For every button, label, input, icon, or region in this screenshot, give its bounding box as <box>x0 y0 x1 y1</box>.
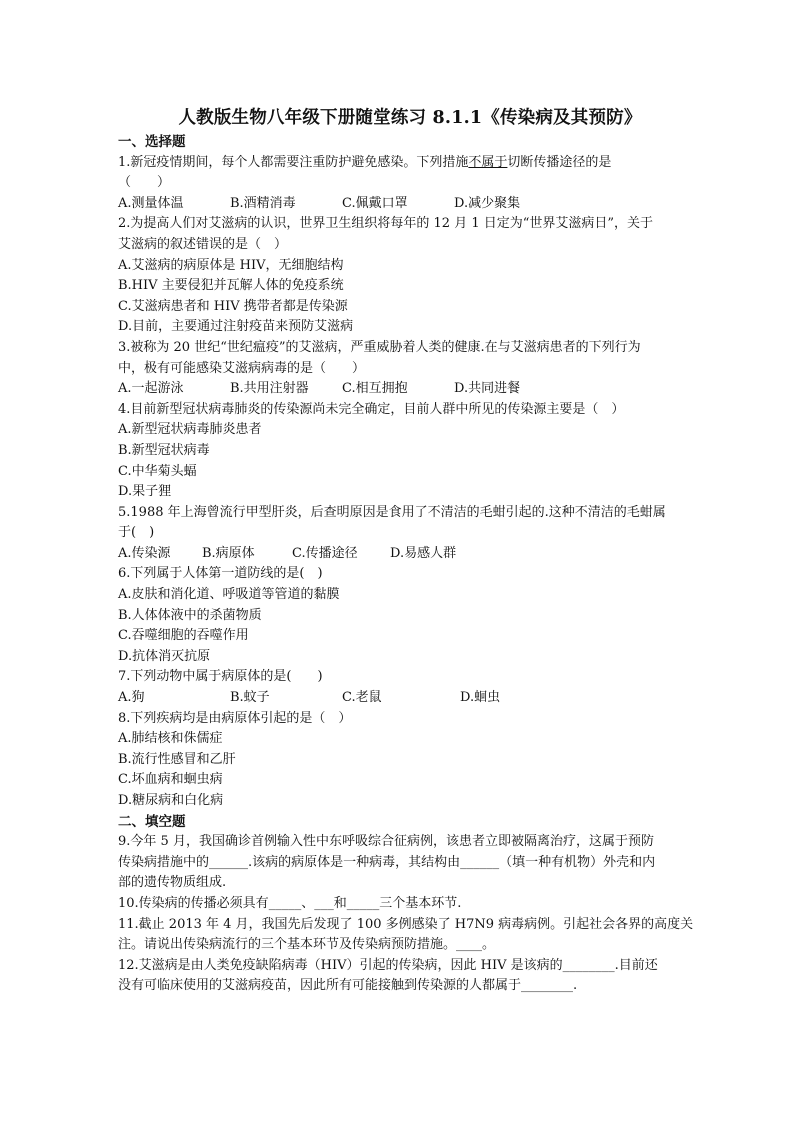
q8-option-a: A.肺结核和侏儒症 <box>118 731 223 747</box>
q8-option-b: B.流行性感冒和乙肝 <box>118 751 236 767</box>
question-12-line-1 <box>118 956 702 977</box>
q1-text-underlined: 不属于 <box>468 154 508 170</box>
q10-text-b: 和 <box>333 895 347 911</box>
q11-text-a: 注。请说出传染病流行的三个基本环节及传染病预防措施。 <box>118 937 457 953</box>
q12-blank-1: ________ <box>562 957 615 973</box>
q2-option-a: A.艾滋病的病原体是 HIV，无细胞结构 <box>118 257 344 273</box>
q4-option-a: A.新型冠状病毒肺炎患者 <box>118 422 262 438</box>
question-8: 8.下列疾病均是由病原体引起的是（ ） <box>118 710 352 726</box>
question-1 <box>118 153 702 174</box>
q7-option-d: D.蛔虫 <box>460 690 501 706</box>
question-9-line-2 <box>118 853 702 874</box>
q3-option-a: A.一起游泳 <box>118 381 184 397</box>
question-5-line-1: 5.1988 年上海曾流行甲型肝炎，后查明原因是食用了不清洁的毛蚶引起的.这种不清洁的毛蚶属 <box>118 504 666 520</box>
q10-separator: 、 <box>301 895 315 911</box>
q8-option-d: D.糖尿病和白化病 <box>118 793 224 808</box>
q4-option-b: B.新型冠状病毒 <box>118 442 210 458</box>
q1-option-b: B.酒精消毒 <box>230 195 296 211</box>
q9-blank-2: ______ <box>460 854 500 870</box>
q3-option-b: B.共用注射器 <box>230 381 309 397</box>
question-2-line-2: 艾滋病的叙述错误的是（ ） <box>118 236 288 252</box>
q9-blank-1: ______ <box>209 854 249 870</box>
question-11-line-1: 11.截止 2013 年 4 月，我国先后发现了 100 多例感染了 H7N9 病毒病例。引起社会各界的高度关 <box>118 916 694 932</box>
q1-option-c: C.佩戴口罩 <box>342 195 408 211</box>
q1-option-d: D.减少聚集 <box>454 195 521 211</box>
q3-option-d: D.共同进餐 <box>454 381 521 397</box>
q7-option-b: B.蚊子 <box>230 690 270 706</box>
question-4: 4.目前新型冠状病毒肺炎的传染源尚未完全确定，目前人群中所见的传染源主要是（ ） <box>118 401 625 417</box>
q12-blank-2: ________ <box>521 978 574 994</box>
q7-option-c: C.老鼠 <box>342 690 382 706</box>
q3-option-c: C.相互拥抱 <box>342 381 408 397</box>
q10-text-a: 10.传染病的传播必须具有 <box>118 895 269 911</box>
q1-text-post: 切断传播途径的是 <box>507 154 612 170</box>
question-3-line-2: 中，极有可能感染艾滋病病毒的是（ ） <box>118 360 366 376</box>
q10-blank-1: _____ <box>268 895 302 911</box>
question-6: 6.下列属于人体第一道防线的是( ) <box>118 566 323 582</box>
q1-text-pre: 1.新冠疫情期间，每个人都需要注重防护避免感染。下列措施 <box>118 154 469 170</box>
document-title: 人教版生物八年级下册随堂练习 8.1.1《传染病及其预防》 <box>178 108 642 128</box>
q11-text-b: 。 <box>482 937 496 953</box>
question-5-line-2: 于( ) <box>118 525 155 541</box>
q5-option-b: B.病原体 <box>202 545 255 561</box>
q12-text-d: . <box>573 978 578 994</box>
worksheet <box>118 104 702 997</box>
q4-option-d: D.果子狸 <box>118 484 172 500</box>
q2-option-d: D.目前，主要通过注射疫苗来预防艾滋病 <box>118 319 354 335</box>
q11-blank: ____ <box>456 937 483 953</box>
q7-option-a: A.狗 <box>118 690 145 706</box>
q12-text-c: 没有可临床使用的艾滋病疫苗，因此所有可能接触到传染源的人都属于 <box>118 978 522 994</box>
q6-option-d: D.抗体消灭抗原 <box>118 648 211 664</box>
question-9-line-1: 9.今年 5 月，我国确诊首例输入性中东呼吸综合征病例，该患者立即被隔离治疗，这属于预防 <box>118 834 654 850</box>
section-heading-choice: 一、选择题 <box>118 134 186 150</box>
q10-blank-2: ___ <box>314 895 334 911</box>
q5-option-a: A.传染源 <box>118 545 171 561</box>
question-9-line-3: 部的遗传物质组成. <box>118 875 227 891</box>
question-10 <box>118 894 702 915</box>
question-12-line-2 <box>118 976 702 997</box>
q12-text-b: .目前还 <box>614 957 658 973</box>
q10-blank-3: _____ <box>346 895 380 911</box>
q9-text-b: .该病的病原体是一种病毒，其结构由 <box>248 854 461 870</box>
q9-text-a: 传染病措施中的 <box>118 854 210 870</box>
q6-option-a: A.皮肤和消化道、呼吸道等管道的黏膜 <box>118 587 340 603</box>
q6-option-b: B.人体体液中的杀菌物质 <box>118 607 262 623</box>
q5-option-d: D.易感人群 <box>390 545 457 561</box>
q2-option-c: C.艾滋病患者和 HIV 携带者都是传染源 <box>118 298 348 314</box>
q5-options <box>118 544 702 565</box>
q1-options <box>118 194 702 215</box>
q6-option-c: C.吞噬细胞的吞噬作用 <box>118 628 249 644</box>
q8-option-c: C.坏血病和蛔虫病 <box>118 772 223 788</box>
q2-option-b: B.HIV 主要侵犯并瓦解人体的免疫系统 <box>118 278 344 294</box>
question-11-line-2 <box>118 935 702 956</box>
q1-option-a: A.测量体温 <box>118 195 184 211</box>
q3-options <box>118 379 702 400</box>
question-7: 7.下列动物中属于病原体的是( ) <box>118 669 323 685</box>
q12-text-a: 12.艾滋病是由人类免疫缺陷病毒（HIV）引起的传染病，因此 HIV 是该病的 <box>118 957 563 973</box>
q10-text-c: 三个基本环节. <box>379 895 462 911</box>
section-heading-fill-in: 二、填空题 <box>118 813 186 830</box>
q4-option-c: C.中华菊头蝠 <box>118 463 197 479</box>
q1-answer-bracket: （ ） <box>118 175 171 191</box>
question-2-line-1: 2.为提高人们对艾滋病的认识，世界卫生组织将每年的 12 月 1 日定为“世界艾滋病日”，关于 <box>118 216 654 232</box>
q9-text-c: （填一种有机物）外壳和内 <box>499 854 656 870</box>
question-3-line-1: 3.被称为 20 世纪“世纪瘟疫”的艾滋病，严重威胁着人类的健康.在与艾滋病患者的下列行为 <box>118 339 641 355</box>
q5-option-c: C.传播途径 <box>292 545 358 561</box>
q7-options <box>118 688 702 709</box>
